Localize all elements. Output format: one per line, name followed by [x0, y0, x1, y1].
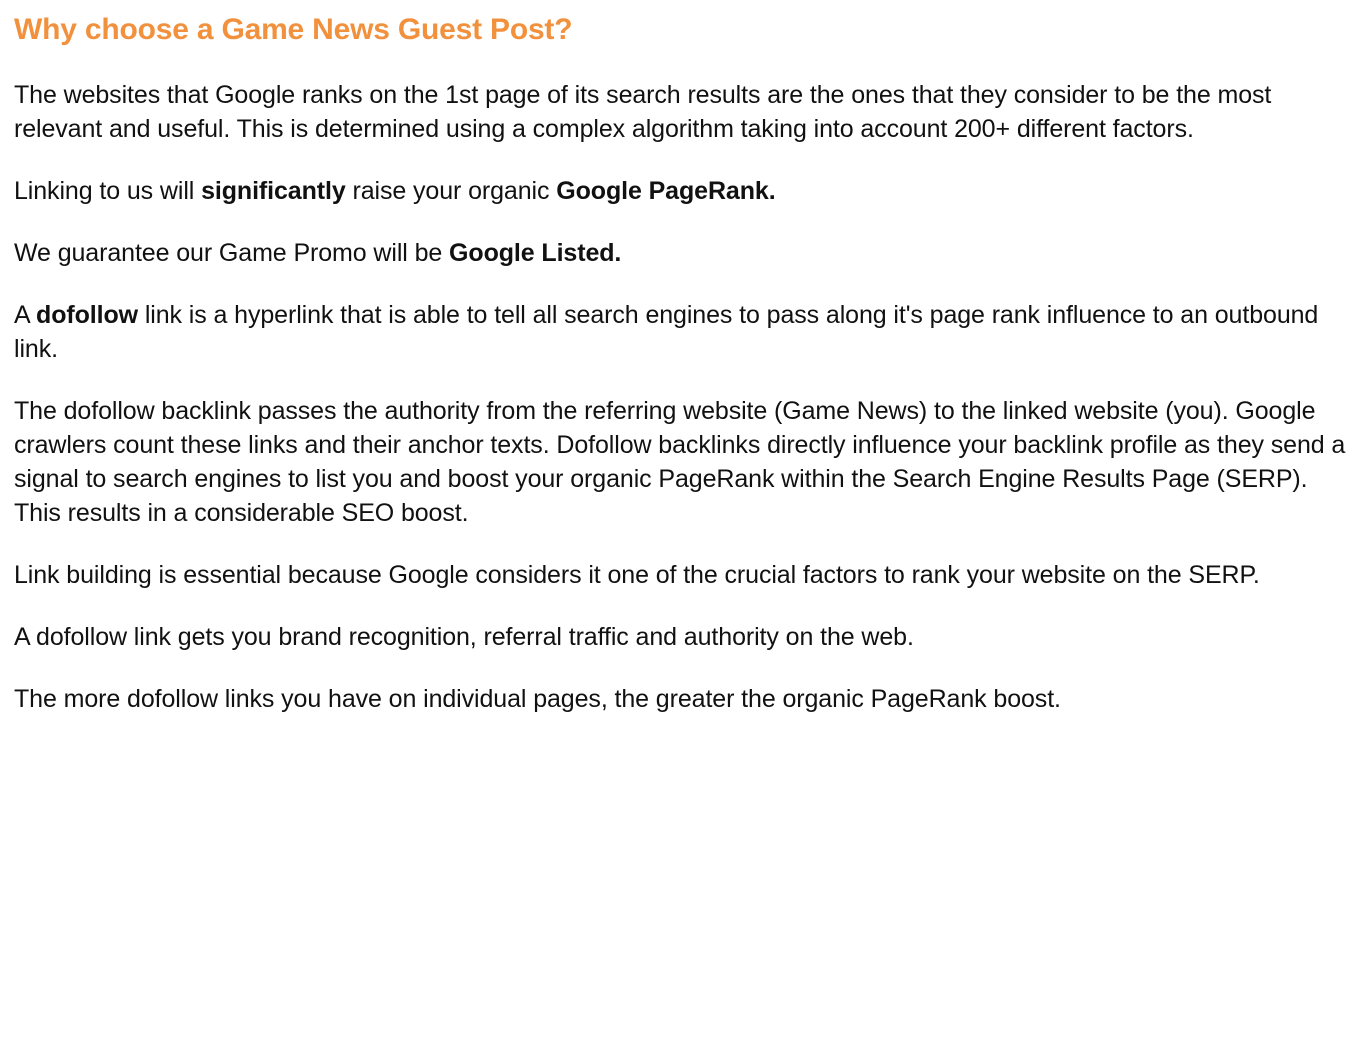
emphasis-text: significantly — [201, 177, 346, 205]
paragraph — [14, 236, 1354, 270]
paragraph — [14, 394, 1354, 530]
body-text: The dofollow backlink passes the authority from the referring website (Game News) to the linked website (you). Google crawlers count these links and their anchor texts. Dofollow backlinks directly influence your backlink profile as they send a signal to search engines to list you and boost your organic PageRank within the Search Engine Results Page (SERP). This results in a considerable SEO boost. — [14, 397, 1346, 527]
emphasis-text: dofollow — [36, 301, 138, 329]
body-text: raise your organic — [345, 177, 557, 205]
body-text: A — [14, 301, 37, 329]
body-text: A dofollow link gets you brand recognition, referral traffic and authority on the web. — [14, 623, 914, 651]
body-text: The more dofollow links you have on individual pages, the greater the organic PageRank boost. — [14, 685, 1061, 713]
emphasis-text: Google Listed. — [449, 239, 622, 267]
paragraph — [14, 298, 1354, 366]
body-text: link is a hyperlink that is able to tell all search engines to pass along it's page rank influence to an outbound link. — [14, 301, 1319, 363]
body-text: Link building is essential because Google considers it one of the crucial factors to rank your website on the SERP. — [14, 561, 1260, 589]
paragraph-list — [14, 78, 1354, 716]
paragraph — [14, 174, 1354, 208]
page-title: Why choose a Game News Guest Post? — [14, 13, 573, 46]
paragraph — [14, 682, 1354, 716]
body-text: Linking to us will — [14, 177, 202, 205]
paragraph — [14, 558, 1354, 592]
paragraph — [14, 620, 1354, 654]
body-text: We guarantee our Game Promo will be — [14, 239, 450, 267]
paragraph — [14, 78, 1354, 146]
body-text: The websites that Google ranks on the 1st page of its search results are the ones that they consider to be the most relevant and useful. This is determined using a complex algorithm taking into account 200+ different factors. — [14, 81, 1272, 143]
emphasis-text: Google PageRank. — [556, 177, 776, 205]
